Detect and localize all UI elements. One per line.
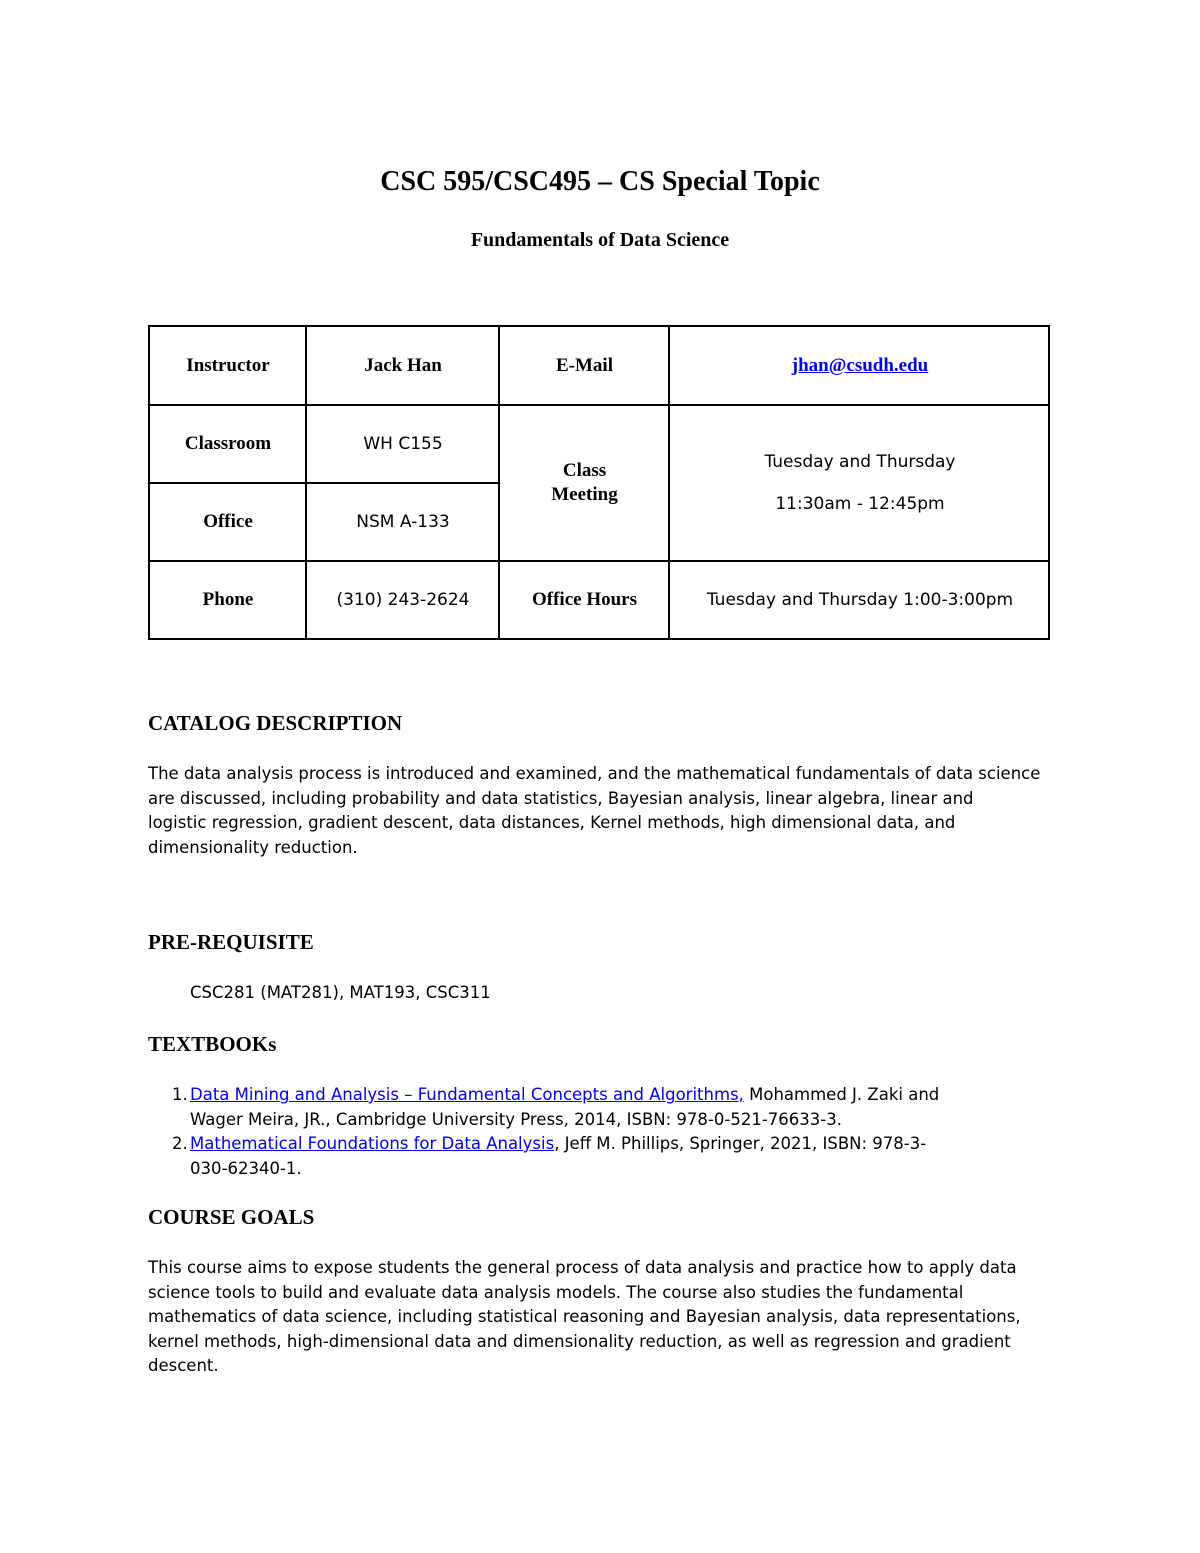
catalog-line: logistic regression, gradient descent, data distances, Kernel methods, high dimensional data, and xyxy=(148,813,956,832)
office-hours-label: Office Hours xyxy=(531,589,637,610)
textbook-authors: , Jeff M. Phillips, Springer, 2021, ISBN: 978-3- xyxy=(554,1134,927,1153)
catalog-heading: CATALOG DESCRIPTION xyxy=(148,711,403,735)
page-title: CSC 595/CSC495 – CS Special Topic xyxy=(380,166,820,197)
class-meeting-label xyxy=(500,406,669,560)
class-meeting-time: 11:30am - 12:45pm xyxy=(775,494,945,514)
office-hours-value: Tuesday and Thursday 1:00-3:00pm xyxy=(706,590,1014,610)
instructor-value: Jack Han xyxy=(364,355,442,376)
catalog-description xyxy=(148,762,1058,860)
goals-line: mathematics of data science, including statistical reasoning and Bayesian analysis, data representations, xyxy=(148,1307,1021,1326)
list-number: 2. xyxy=(172,1134,188,1153)
goals-line: kernel methods, high-dimensional data and dimensionality reduction, as well as regression and gradient xyxy=(148,1331,1011,1351)
email-link[interactable]: jhan@csudh.edu xyxy=(791,355,929,376)
textbook-list xyxy=(172,1083,1050,1181)
textbook-details: 030-62340-1. xyxy=(190,1158,302,1178)
instructor-label: Instructor xyxy=(186,355,270,376)
goals-line: This course aims to expose students the general process of data analysis and practice how to apply data xyxy=(148,1258,1017,1277)
email-cell xyxy=(670,327,1050,405)
class-meeting-label-line1: Class xyxy=(562,460,607,481)
textbook-item xyxy=(148,1083,1008,1132)
office-label: Office xyxy=(203,511,253,532)
list-number: 1. xyxy=(172,1085,188,1104)
phone-value: (310) 243-2624 xyxy=(336,590,470,610)
office-value: NSM A-133 xyxy=(356,512,450,532)
textbook-authors: Mohammed J. Zaki and xyxy=(743,1085,940,1104)
email-label: E-Mail xyxy=(556,355,613,376)
textbook-item xyxy=(148,1132,1008,1181)
phone-label: Phone xyxy=(202,589,254,610)
prereq-text: CSC281 (MAT281), MAT193, CSC311 xyxy=(190,983,491,1002)
class-meeting-value xyxy=(670,406,1050,560)
course-info-table xyxy=(148,325,1050,640)
classroom-label: Classroom xyxy=(184,433,272,454)
textbook-link[interactable]: Data Mining and Analysis – Fundamental Concepts and Algorithms, xyxy=(190,1085,744,1104)
catalog-line: are discussed, including probability and data statistics, Bayesian analysis, linear algebra, linear and xyxy=(148,788,974,808)
goals-description xyxy=(148,1256,1058,1379)
goals-line: science tools to build and evaluate data analysis models. The course also studies the fundamental xyxy=(148,1282,964,1302)
classroom-value: WH C155 xyxy=(363,434,443,454)
textbook-details: Wager Meira, JR., Cambridge University Press, 2014, ISBN: 978-0-521-76633-3. xyxy=(190,1109,842,1129)
textbooks-heading: TEXTBOOKs xyxy=(148,1032,277,1056)
page-subtitle: Fundamentals of Data Science xyxy=(470,229,730,251)
class-meeting-days: Tuesday and Thursday xyxy=(764,452,956,472)
catalog-line: dimensionality reduction. xyxy=(148,837,358,857)
class-meeting-label-line2: Meeting xyxy=(551,484,618,505)
catalog-line: The data analysis process is introduced and examined, and the mathematical fundamentals of data science xyxy=(148,764,1041,783)
goals-heading: COURSE GOALS xyxy=(148,1205,315,1229)
textbook-link[interactable]: Mathematical Foundations for Data Analysis xyxy=(190,1134,555,1153)
prereq-heading: PRE-REQUISITE xyxy=(148,930,314,954)
goals-line: descent. xyxy=(148,1356,219,1375)
